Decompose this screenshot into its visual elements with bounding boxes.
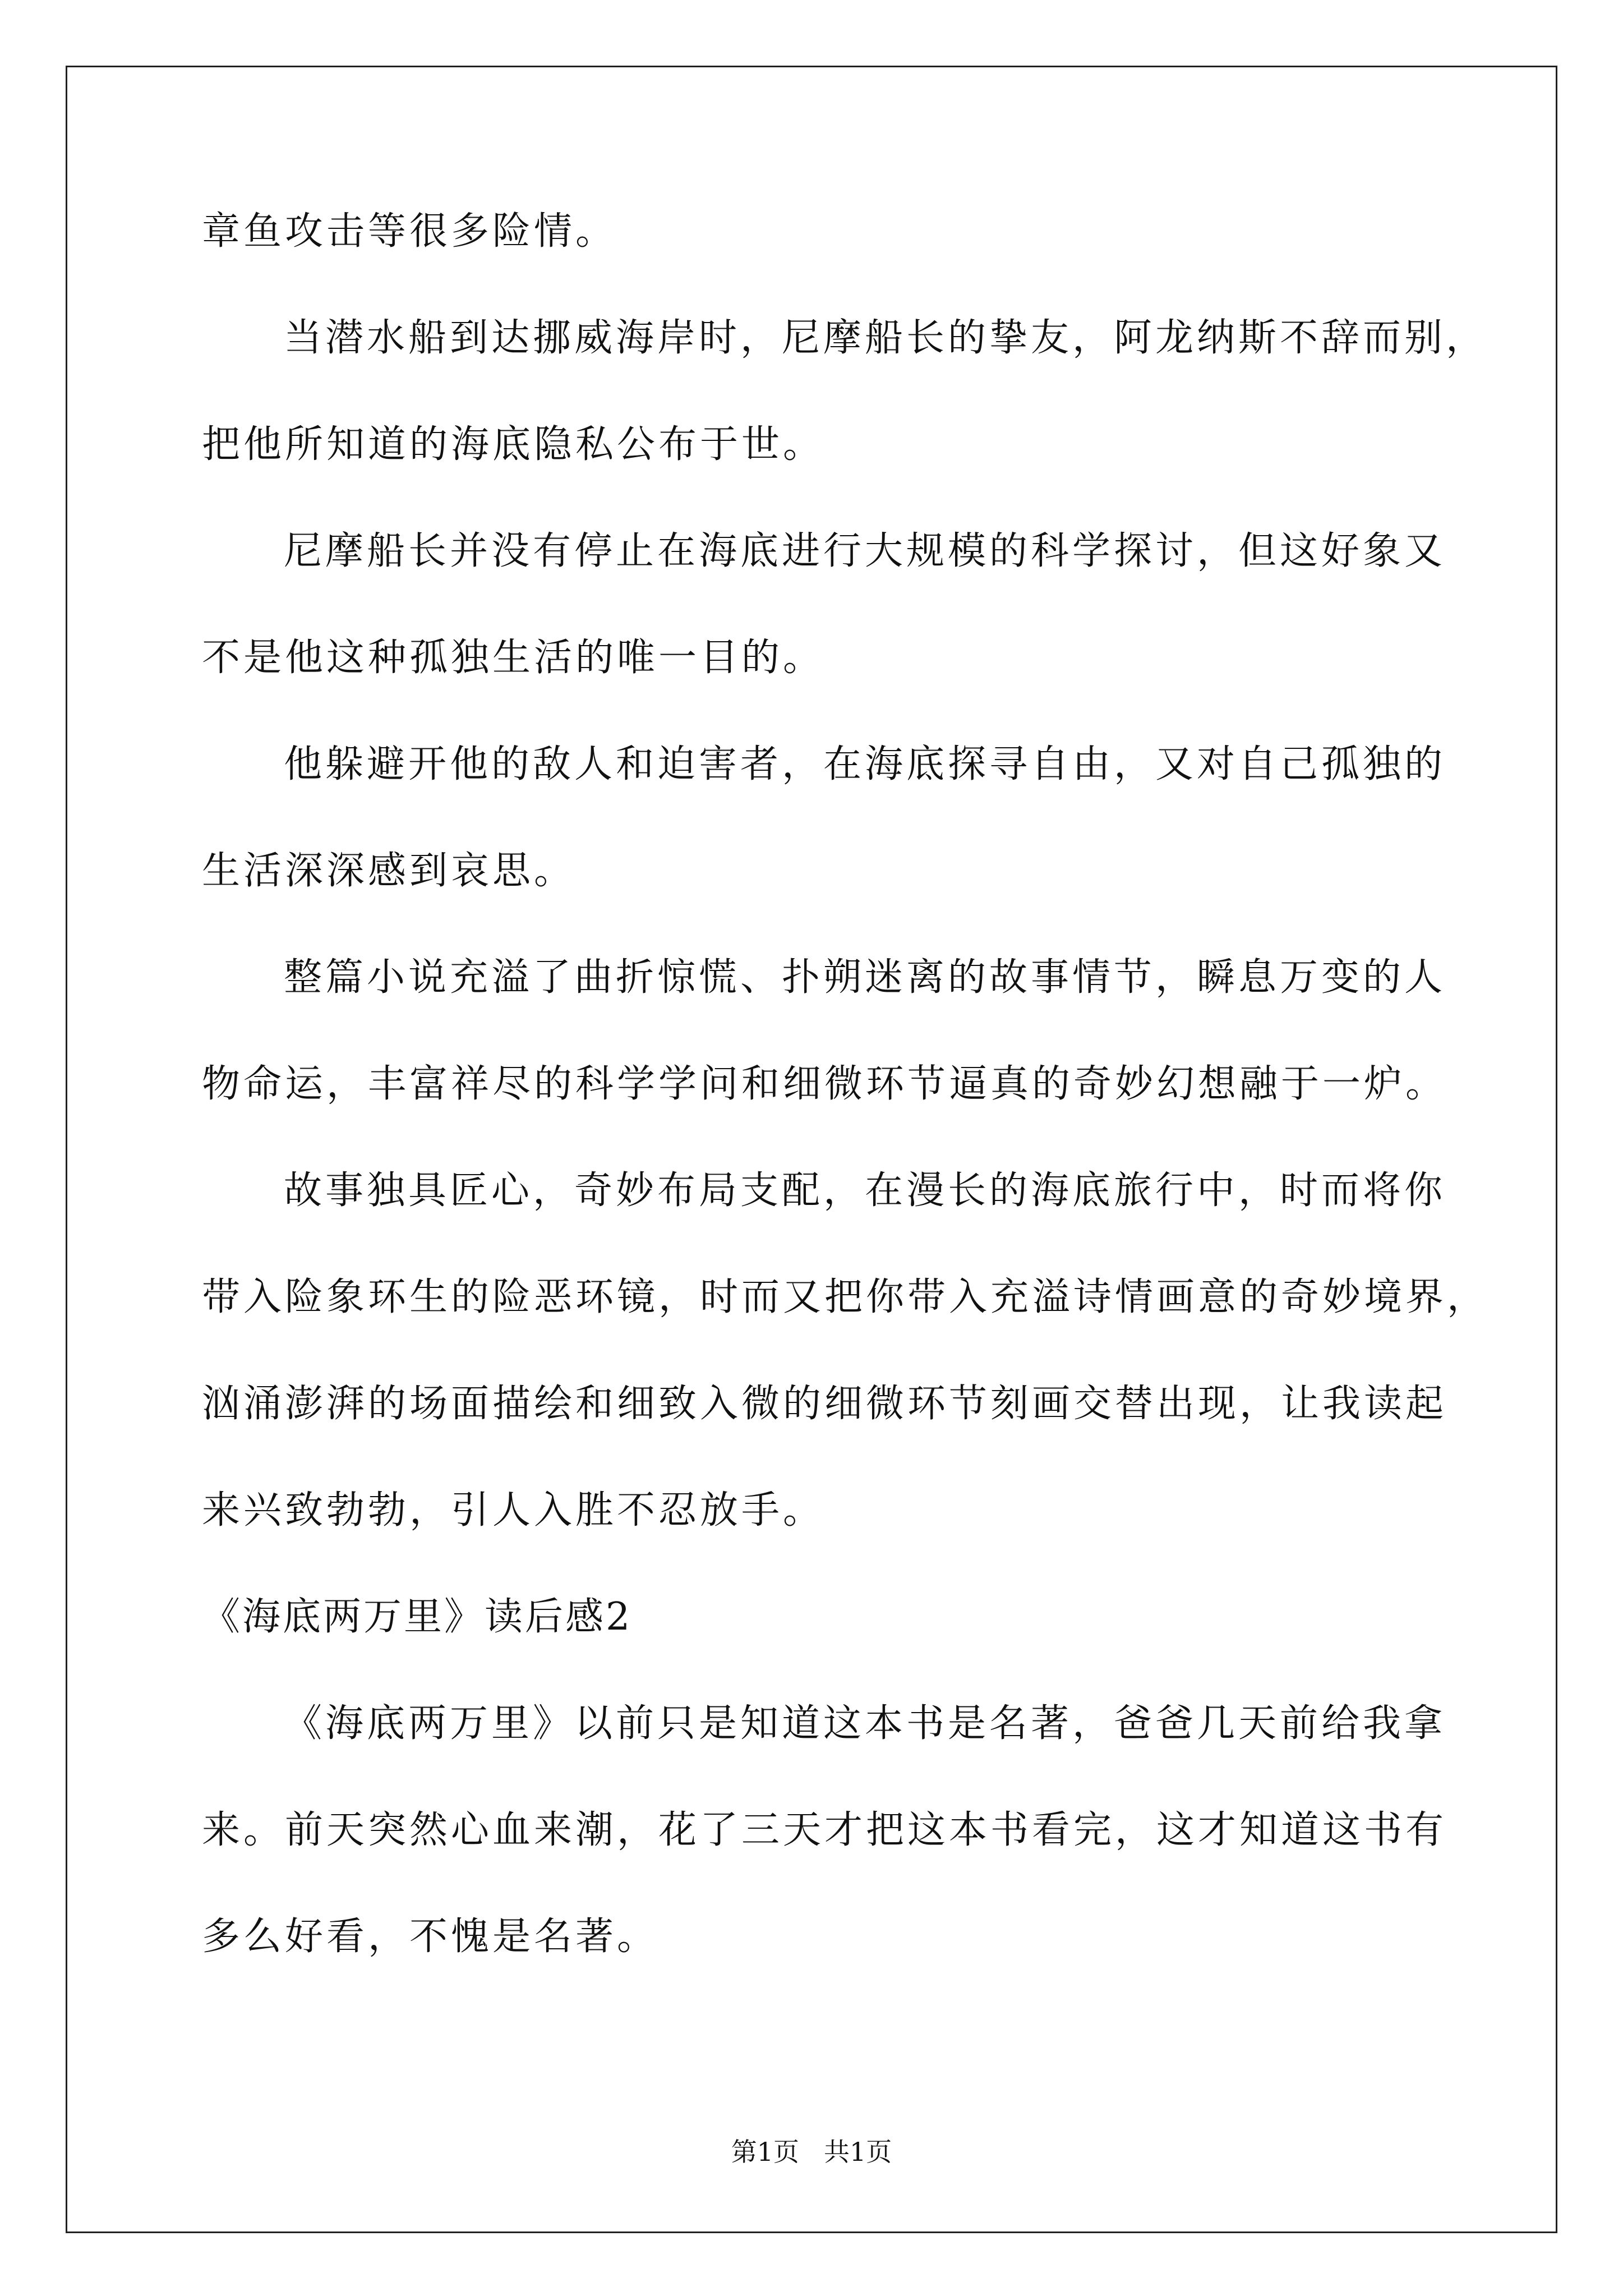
- paragraph-line: 物命运，丰富祥尽的科学学问和细微环节逼真的奇妙幻想融于一炉。: [202, 1062, 1447, 1106]
- paragraph-line: 生活深深感到哀思。: [202, 849, 576, 893]
- paragraph-line: 章鱼攻击等很多险情。: [202, 209, 617, 254]
- paragraph-line: 带入险象环生的险恶环镜，时而又把你带入充溢诗情画意的奇妙境界，: [202, 1275, 1489, 1319]
- section-heading: 《海底两万里》读后感2: [202, 1595, 633, 1639]
- paragraph-line: 尼摩船长并没有停止在海底进行大规模的科学探讨，但这好象又: [284, 529, 1446, 573]
- page-total: 共1页: [823, 2137, 892, 2167]
- paragraph-line: 他躲避开他的敌人和迫害者，在海底探寻自由，又对自己孤独的: [284, 742, 1446, 786]
- paragraph-line: 多么好看，不愧是名著。: [202, 1915, 659, 1959]
- paragraph-line: 整篇小说充溢了曲折惊慌、扑朔迷离的故事情节，瞬息万变的人: [284, 955, 1446, 1000]
- paragraph-line: 把他所知道的海底隐私公布于世。: [202, 422, 825, 467]
- document-body: [202, 208, 1489, 2019]
- paragraph-line: 汹涌澎湃的场面描绘和细致入微的细微环节刻画交替出现，让我读起: [202, 1382, 1447, 1426]
- paragraph-line: 当潜水船到达挪威海岸时，尼摩船长的挚友，阿龙纳斯不辞而别，: [284, 316, 1488, 360]
- paragraph-line: 故事独具匠心，奇妙布局支配，在漫长的海底旅行中，时而将你: [284, 1168, 1446, 1213]
- page-footer: [0, 2136, 1623, 2168]
- page-number: 第1页: [731, 2137, 800, 2167]
- paragraph-line: 来兴致勃勃，引人入胜不忍放手。: [202, 1488, 825, 1533]
- paragraph-line: 来。前天突然心血来潮，花了三天才把这本书看完，这才知道这书有: [202, 1808, 1447, 1852]
- paragraph-line: 《海底两万里》以前只是知道这本书是名著，爸爸几天前给我拿: [284, 1701, 1446, 1746]
- paragraph-line: 不是他这种孤独生活的唯一目的。: [202, 636, 825, 680]
